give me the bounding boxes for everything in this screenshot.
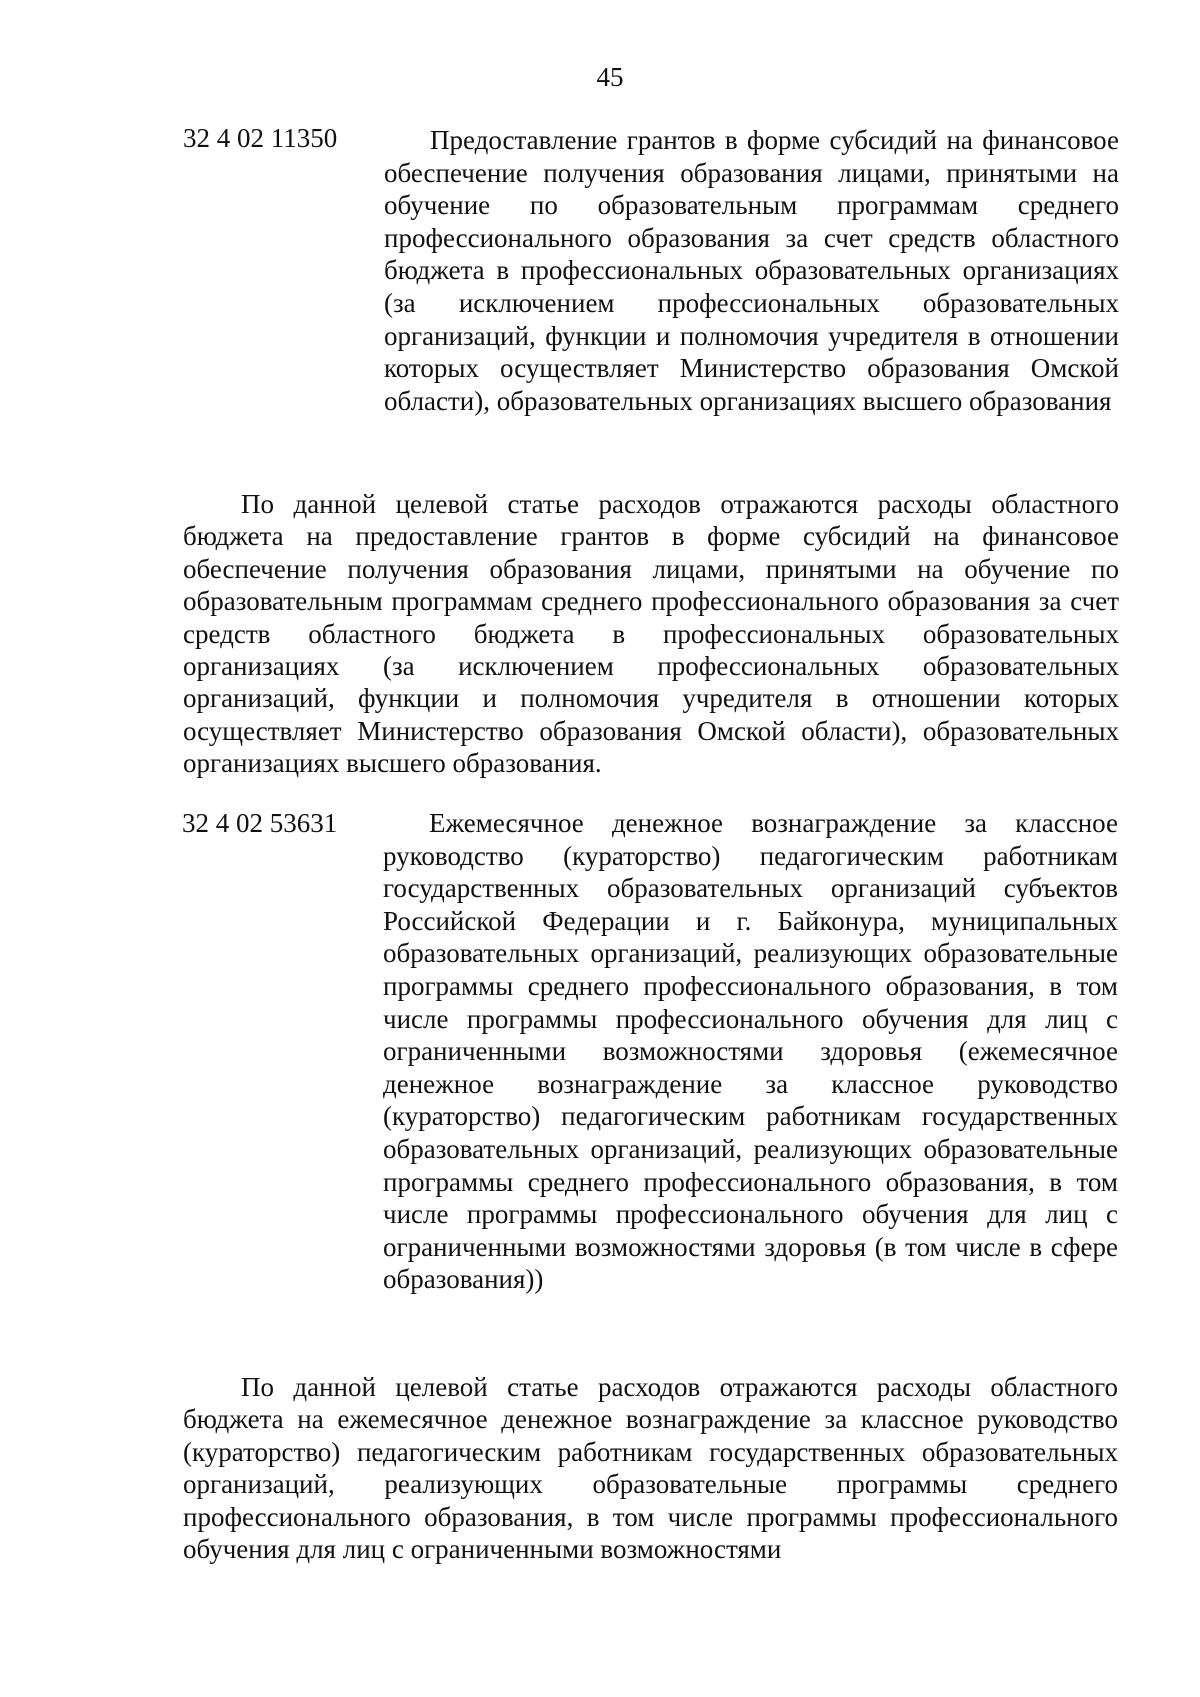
budget-code: 32 4 02 11350 [183, 123, 338, 153]
budget-item-description: По данной целевой статье расходов отражаются расходы областного бюджета на предоставление грантов в форме субсидий на финансовое обеспечение получения образования лицами, принятыми на обучение по образовательным программам среднего профессионального образования за счет средств областного бюджета в профессиональных образовательных организациях (за исключением профессиональных образовательных организаций, функции и полномочия учредителя в отношении которых осуществляет Министерство образования Омской области), образовательных организациях высшего образования. [183, 489, 1119, 779]
page-number: 45 [596, 62, 624, 92]
budget-item-description: По данной целевой статье расходов отражаются расходы областного бюджета на ежемесячное денежное вознаграждение за классное руководство (кураторство) педагогическим работникам государственных образовательных организаций, реализующих образовательные программы среднего профессионального образования, в том числе программы профессионального обучения для лиц с ограниченными возможностями [183, 1372, 1118, 1565]
budget-item-title: Предоставление грантов в форме субсидий на финансовое обеспечение получения образования лицами, принятыми на обучение по образовательным программам среднего профессионального образования за счет средств областного бюджета в профессиональных образовательных организациях (за исключением профессиональных образовательных организаций, функции и полномочия учредителя в отношении которых осуществляет Министерство образования Омской области), образовательных организациях высшего образования [384, 125, 1119, 416]
budget-code: 32 4 02 53631 [182, 808, 338, 838]
budget-item-title: Ежемесячное денежное вознаграждение за классное руководство (кураторство) педагогическим работникам государственных образовательных организаций субъектов Российской Федерации и г. Байконура, муниципальных образовательных организаций, реализующих образовательные программы среднего профессионального образования, в том числе программы профессионального обучения для лиц с ограниченными возможностями здоровья (ежемесячное денежное вознаграждение за классное руководство (кураторство) педагогическим работникам государственных образовательных организаций, реализующих образовательные программы среднего профессионального образования, в том числе программы профессионального обучения для лиц с ограниченными возможностями здоровья (в том числе в сфере образования)) [383, 808, 1118, 1295]
